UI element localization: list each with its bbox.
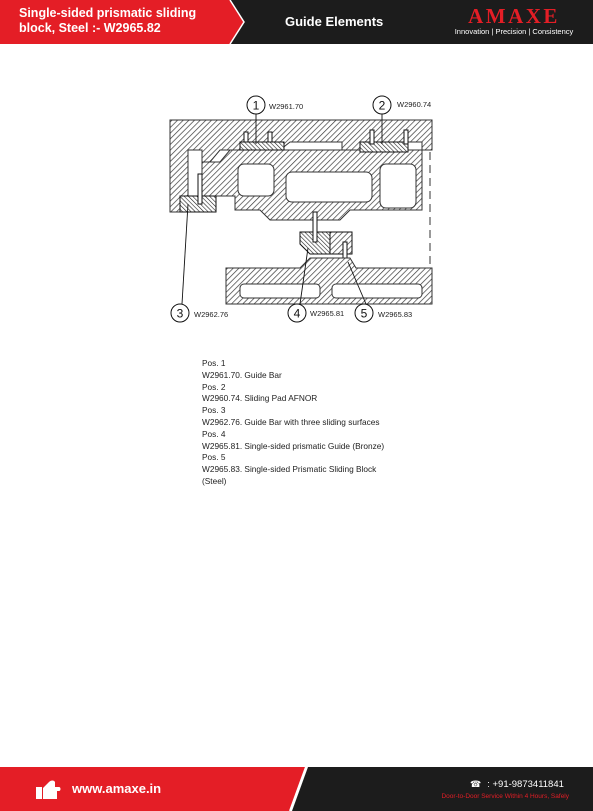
phone-icon: ☎ xyxy=(470,779,482,789)
legend-line: W2960.74. Sliding Pad AFNOR xyxy=(202,393,318,404)
legend-line: Pos. 3 xyxy=(202,405,226,416)
brand-logo: AMAXE xyxy=(468,4,560,28)
callout-5-number: 5 xyxy=(360,306,368,321)
phone-row xyxy=(470,779,564,790)
footer xyxy=(0,767,593,811)
header xyxy=(0,0,593,44)
callout-5-code: W2965.83 xyxy=(378,310,413,319)
legend-line: W2965.83. Single-sided Prismatic Sliding Block xyxy=(202,464,377,475)
callout-3 xyxy=(171,304,228,322)
callout-3-code: W2962.76 xyxy=(194,310,229,319)
callout-1-code: W2961.70 xyxy=(269,102,304,111)
brand-logo-block xyxy=(444,5,584,37)
legend-line: Pos. 2 xyxy=(202,381,226,392)
callout-4-number: 4 xyxy=(293,306,301,321)
service-note: Door-to-Door Service Within 4 Hours, Safely xyxy=(441,793,569,800)
callout-4-code: W2965.81 xyxy=(310,309,345,318)
assembly-drawing xyxy=(160,92,450,332)
position-legend xyxy=(202,358,442,488)
callout-2-code: W2960.74 xyxy=(397,100,432,109)
page-title: Single-sided prismatic sliding block, Steel :- W2965.82 xyxy=(19,6,197,35)
website-link[interactable]: www.amaxe.in xyxy=(72,781,162,796)
phone-number[interactable]: : +91-9873411841 xyxy=(487,779,564,790)
callout-4 xyxy=(288,304,344,322)
brand-tagline: Innovation | Precision | Consistency xyxy=(454,27,574,36)
legend-line: W2965.81. Single-sided prismatic Guide (Bronze) xyxy=(202,440,385,451)
legend-line: Pos. 1 xyxy=(202,358,226,368)
callout-1-number: 1 xyxy=(252,98,260,113)
lower-frame xyxy=(226,212,432,304)
legend-line: W2961.70. Guide Bar xyxy=(202,369,282,380)
section-title: Guide Elements xyxy=(285,14,384,29)
callout-2-number: 2 xyxy=(378,98,386,113)
legend-line: Pos. 4 xyxy=(202,428,226,439)
share-hand-icon xyxy=(34,777,62,801)
legend-line: Pos. 5 xyxy=(202,452,226,463)
callout-5 xyxy=(355,304,412,322)
callout-2 xyxy=(373,96,431,114)
legend-line: W2962.76. Guide Bar with three sliding surfaces xyxy=(202,416,380,427)
callout-1 xyxy=(247,96,303,114)
legend-line: (Steel) xyxy=(202,475,227,486)
callout-3-number: 3 xyxy=(176,306,184,321)
